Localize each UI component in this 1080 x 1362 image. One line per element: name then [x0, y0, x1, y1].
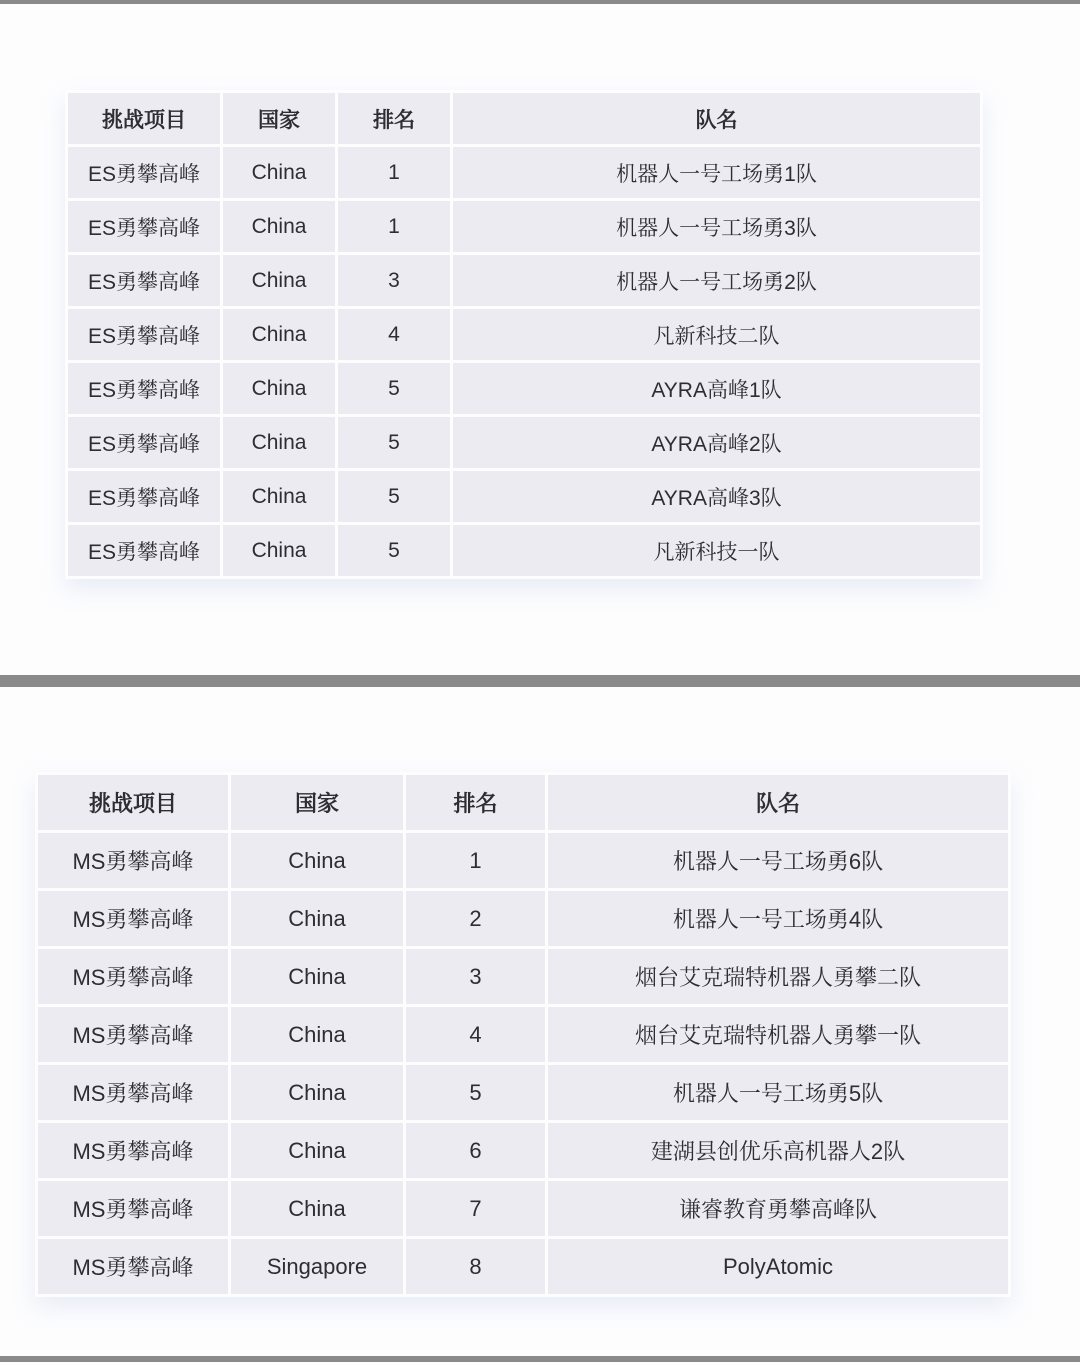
column-header: 队名 [453, 93, 980, 144]
table-cell: 6 [406, 1123, 545, 1178]
table-row [68, 309, 980, 360]
column-header: 排名 [406, 775, 545, 830]
bottom-divider-bar [0, 1356, 1080, 1362]
es-results-table [65, 90, 983, 579]
table-cell: MS勇攀高峰 [38, 833, 228, 888]
table-row [38, 1123, 1008, 1178]
column-header: 挑战项目 [68, 93, 220, 144]
table-cell: China [223, 525, 335, 576]
top-divider-bar [0, 0, 1080, 4]
table-cell: MS勇攀高峰 [38, 949, 228, 1004]
table-cell: MS勇攀高峰 [38, 1181, 228, 1236]
table-row [68, 147, 980, 198]
table-cell: ES勇攀高峰 [68, 525, 220, 576]
column-header: 国家 [231, 775, 403, 830]
table-cell: 机器人一号工场勇5队 [548, 1065, 1008, 1120]
table-cell: 凡新科技二队 [453, 309, 980, 360]
table-cell: 1 [406, 833, 545, 888]
table-cell: China [223, 147, 335, 198]
table-cell: China [231, 949, 403, 1004]
table-cell: 烟台艾克瑞特机器人勇攀二队 [548, 949, 1008, 1004]
table-cell: China [223, 417, 335, 468]
table-cell: ES勇攀高峰 [68, 255, 220, 306]
table-cell: 4 [406, 1007, 545, 1062]
table-cell: MS勇攀高峰 [38, 1007, 228, 1062]
table-cell: 8 [406, 1239, 545, 1294]
column-header: 国家 [223, 93, 335, 144]
table-cell: 建湖县创优乐高机器人2队 [548, 1123, 1008, 1178]
table-cell: 3 [338, 255, 450, 306]
table-cell: ES勇攀高峰 [68, 417, 220, 468]
table-cell: China [223, 309, 335, 360]
column-header: 队名 [548, 775, 1008, 830]
table-cell: 3 [406, 949, 545, 1004]
table-cell: 1 [338, 201, 450, 252]
table-row [68, 363, 980, 414]
table-cell: 2 [406, 891, 545, 946]
table-cell: 5 [338, 471, 450, 522]
table-cell: China [231, 1181, 403, 1236]
table-cell: 5 [338, 417, 450, 468]
table-row [38, 1181, 1008, 1236]
table-cell: China [231, 1065, 403, 1120]
table-row [38, 1239, 1008, 1294]
table-cell: 机器人一号工场勇2队 [453, 255, 980, 306]
table-row [68, 471, 980, 522]
table-cell: China [223, 255, 335, 306]
table-cell: ES勇攀高峰 [68, 147, 220, 198]
table-cell: ES勇攀高峰 [68, 471, 220, 522]
table-row [38, 891, 1008, 946]
table-cell: 机器人一号工场勇4队 [548, 891, 1008, 946]
table-cell: 机器人一号工场勇1队 [453, 147, 980, 198]
table-cell: China [231, 1123, 403, 1178]
table-header-row [38, 775, 1008, 830]
section-divider-bar [0, 675, 1080, 687]
column-header: 排名 [338, 93, 450, 144]
table-cell: AYRA高峰2队 [453, 417, 980, 468]
table-cell: 谦睿教育勇攀高峰队 [548, 1181, 1008, 1236]
table-cell: 5 [406, 1065, 545, 1120]
table-cell: 烟台艾克瑞特机器人勇攀一队 [548, 1007, 1008, 1062]
ms-results-table [35, 772, 1011, 1297]
table-row [68, 201, 980, 252]
table-cell: ES勇攀高峰 [68, 201, 220, 252]
table-row [38, 833, 1008, 888]
table-cell: China [231, 891, 403, 946]
table-row [68, 525, 980, 576]
table-cell: China [223, 363, 335, 414]
table-cell: 凡新科技一队 [453, 525, 980, 576]
column-header: 挑战项目 [38, 775, 228, 830]
table-cell: China [231, 833, 403, 888]
table-cell: 5 [338, 363, 450, 414]
table-cell: 1 [338, 147, 450, 198]
table-cell: MS勇攀高峰 [38, 1065, 228, 1120]
table-row [38, 1065, 1008, 1120]
table-cell: China [223, 471, 335, 522]
table-header-row [68, 93, 980, 144]
table-cell: ES勇攀高峰 [68, 309, 220, 360]
table-cell: 5 [338, 525, 450, 576]
table-cell: AYRA高峰1队 [453, 363, 980, 414]
table-cell: China [223, 201, 335, 252]
table-row [68, 255, 980, 306]
table-cell: MS勇攀高峰 [38, 891, 228, 946]
table-cell: MS勇攀高峰 [38, 1123, 228, 1178]
table-cell: China [231, 1007, 403, 1062]
table-row [38, 949, 1008, 1004]
table-cell: Singapore [231, 1239, 403, 1294]
table-cell: 机器人一号工场勇6队 [548, 833, 1008, 888]
table-cell: 7 [406, 1181, 545, 1236]
table-cell: ES勇攀高峰 [68, 363, 220, 414]
table-row [68, 417, 980, 468]
table-cell: PolyAtomic [548, 1239, 1008, 1294]
table-cell: 4 [338, 309, 450, 360]
table-cell: AYRA高峰3队 [453, 471, 980, 522]
table-cell: 机器人一号工场勇3队 [453, 201, 980, 252]
table-cell: MS勇攀高峰 [38, 1239, 228, 1294]
table-row [38, 1007, 1008, 1062]
